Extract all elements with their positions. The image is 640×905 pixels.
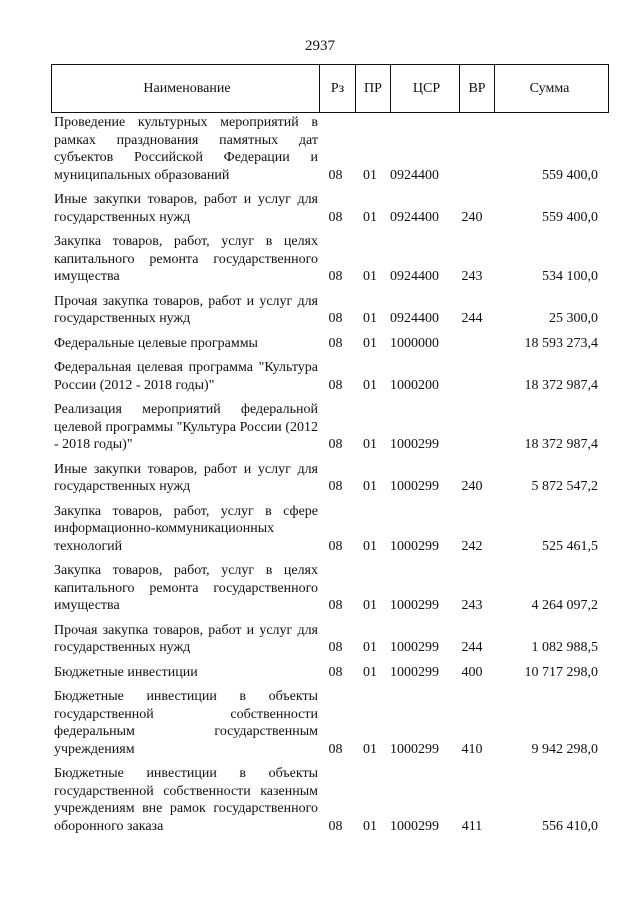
row-pr: 01	[363, 640, 377, 655]
row-csr: 0924400	[390, 209, 439, 225]
row-vr	[455, 114, 489, 191]
row-csr: 1000299	[390, 437, 439, 452]
row-name-text: Федеральная целевая программа "Культура России (2012 - 2018 годы)"	[54, 360, 318, 393]
row-rz: 08	[328, 818, 343, 834]
table-row	[51, 461, 602, 503]
row-name	[51, 191, 318, 233]
budget-table	[51, 114, 602, 842]
row-vr	[455, 359, 489, 401]
row-vr: 240	[461, 209, 483, 225]
table-row	[51, 335, 602, 360]
row-name	[51, 622, 318, 664]
row-sum: 5 872 547,2	[531, 479, 598, 494]
row-sum: 559 400,0	[542, 209, 598, 225]
row-rz: 08	[328, 479, 343, 494]
row-csr: 1000299	[390, 538, 439, 554]
row-rz: 08	[328, 377, 343, 393]
row-name-text: Прочая закупка товаров, работ и услуг для государственных нужд	[54, 293, 318, 326]
row-rz: 08	[328, 538, 343, 554]
row-sum: 534 100,0	[542, 269, 598, 284]
table-row	[51, 688, 602, 765]
row-pr: 01	[363, 538, 377, 554]
row-rz: 08	[328, 664, 343, 680]
row-vr: 244	[461, 311, 483, 326]
row-csr: 1000200	[390, 377, 439, 393]
row-name	[51, 688, 318, 765]
row-vr	[455, 335, 489, 360]
row-sum: 18 372 987,4	[524, 437, 598, 452]
row-pr: 01	[363, 311, 377, 326]
row-sum: 1 082 988,5	[531, 640, 598, 655]
row-sum: 559 400,0	[542, 167, 598, 183]
row-pr: 01	[363, 377, 377, 393]
table-row	[51, 401, 602, 461]
row-pr: 01	[363, 167, 377, 183]
row-pr: 01	[363, 818, 377, 834]
row-name	[51, 293, 318, 335]
row-pr: 01	[363, 664, 377, 680]
table-row	[51, 562, 602, 622]
row-name	[51, 562, 318, 622]
row-name-text: Прочая закупка товаров, работ и услуг для государственных нужд	[54, 622, 318, 655]
row-name-text: Бюджетные инвестиции в объекты государственной собственности казенным учреждениям вне рамок государственного оборонного заказа	[54, 766, 318, 834]
row-rz: 08	[328, 269, 343, 284]
row-sum: 10 717 298,0	[524, 664, 598, 680]
row-pr: 01	[363, 437, 377, 452]
row-rz: 08	[328, 437, 343, 452]
row-sum: 18 593 273,4	[524, 335, 598, 351]
header-csr: ЦСР	[391, 65, 460, 113]
row-rz: 08	[328, 335, 343, 351]
row-pr: 01	[363, 269, 377, 284]
row-sum: 9 942 298,0	[531, 741, 598, 757]
row-pr: 01	[363, 209, 377, 225]
table-header	[51, 64, 609, 113]
row-rz: 08	[328, 209, 343, 225]
row-csr: 0924400	[390, 311, 439, 326]
row-rz: 08	[328, 741, 343, 757]
row-name-text: Закупка товаров, работ, услуг в сфере информационно-коммуникационных технологий	[54, 503, 318, 554]
row-name-text: Федеральные целевые программы	[54, 335, 258, 351]
row-name-text: Проведение культурных мероприятий в рамках празднования памятных дат субъектов Российской Федерации и муниципальных образований	[54, 115, 318, 183]
row-csr: 1000000	[390, 335, 439, 351]
row-rz: 08	[328, 640, 343, 655]
row-sum: 525 461,5	[542, 538, 598, 554]
table-row	[51, 114, 602, 191]
table-row	[51, 233, 602, 293]
row-csr: 1000299	[390, 741, 439, 757]
row-name-text: Иные закупки товаров, работ и услуг для государственных нужд	[54, 192, 318, 225]
row-pr: 01	[363, 479, 377, 494]
row-rz: 08	[328, 167, 343, 183]
row-csr: 1000299	[390, 818, 439, 834]
table-row	[51, 503, 602, 563]
row-name	[51, 401, 318, 461]
row-name-text: Закупка товаров, работ, услуг в целях капитального ремонта государственного имущества	[54, 234, 318, 284]
row-pr: 01	[363, 598, 377, 613]
row-csr: 1000299	[390, 479, 439, 494]
header-pr: ПР	[356, 65, 391, 113]
row-name	[51, 335, 318, 360]
row-rz: 08	[328, 598, 343, 613]
row-name-text: Закупка товаров, работ, услуг в целях капитального ремонта государственного имущества	[54, 563, 318, 613]
row-name-text: Бюджетные инвестиции	[54, 664, 198, 680]
row-vr: 240	[461, 479, 483, 494]
row-csr: 0924400	[390, 269, 439, 284]
row-csr: 1000299	[390, 598, 439, 613]
row-vr	[455, 401, 489, 461]
row-name	[51, 359, 318, 401]
header-sum: Сумма	[495, 65, 609, 113]
row-vr: 243	[461, 598, 483, 613]
row-name	[51, 461, 318, 503]
table-row	[51, 622, 602, 664]
page-number: 2937	[305, 38, 335, 54]
header-rz: Рз	[320, 65, 356, 113]
row-name	[51, 765, 318, 842]
row-csr: 1000299	[390, 640, 439, 655]
row-name-text: Бюджетные инвестиции в объекты государственной собственности федеральным государственным учреждениям	[54, 689, 318, 757]
row-rz: 08	[328, 311, 343, 326]
row-pr: 01	[363, 741, 377, 757]
row-name	[51, 664, 318, 689]
row-vr: 244	[461, 640, 483, 655]
row-vr: 242	[461, 538, 483, 554]
row-pr: 01	[363, 335, 377, 351]
row-csr: 1000299	[390, 664, 439, 680]
row-sum: 25 300,0	[549, 311, 598, 326]
table-row	[51, 293, 602, 335]
row-vr: 243	[461, 269, 483, 284]
table-row	[51, 765, 602, 842]
row-name-text: Реализация мероприятий федеральной целевой программы "Культура России (2012 - 2018 годы)"	[54, 402, 318, 452]
header-name: Наименование	[52, 65, 320, 113]
row-vr: 400	[461, 664, 483, 680]
row-csr: 0924400	[390, 167, 439, 183]
row-name	[51, 114, 318, 191]
row-sum: 18 372 987,4	[524, 377, 598, 393]
row-name	[51, 233, 318, 293]
table-row	[51, 191, 602, 233]
header-vr: ВР	[460, 65, 495, 113]
row-vr: 410	[461, 741, 483, 757]
row-sum: 556 410,0	[542, 818, 598, 834]
row-vr: 411	[461, 818, 483, 834]
table-row	[51, 359, 602, 401]
row-name-text: Иные закупки товаров, работ и услуг для государственных нужд	[54, 461, 318, 494]
table-row	[51, 664, 602, 689]
row-name	[51, 503, 318, 563]
row-sum: 4 264 097,2	[531, 598, 598, 613]
